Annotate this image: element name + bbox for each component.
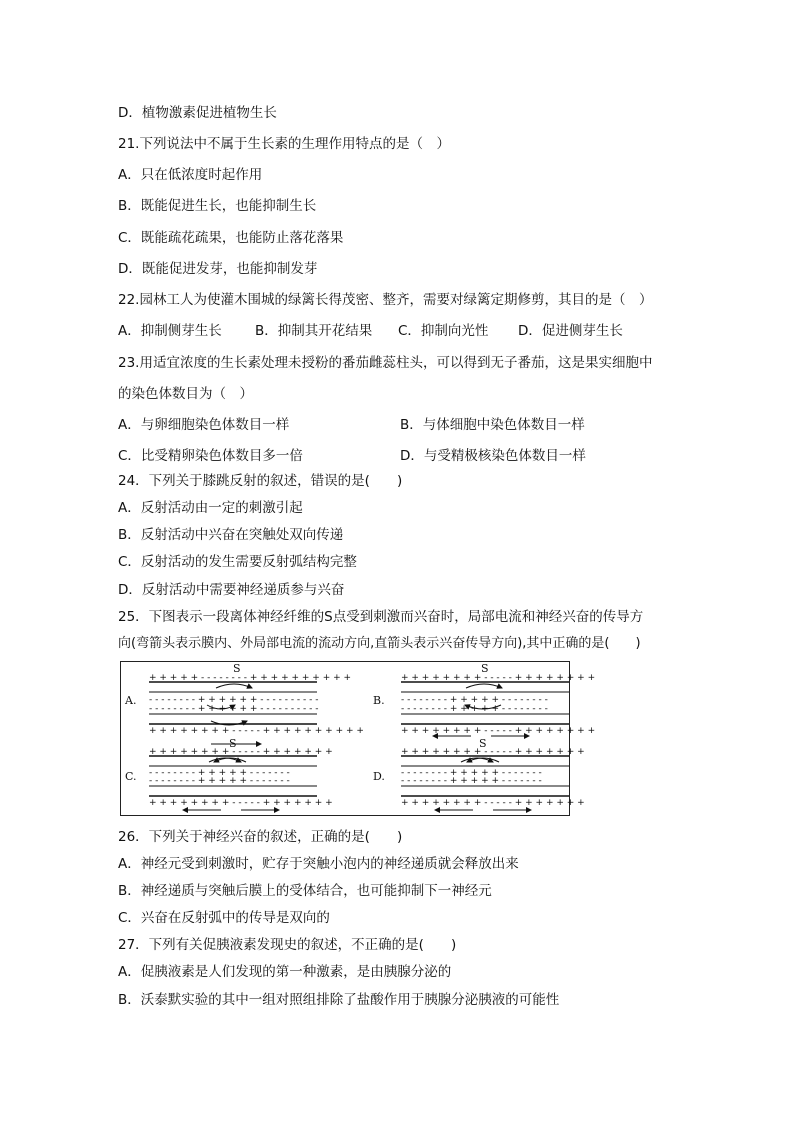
- q22-option-d: D．促进侧芽生长: [518, 323, 623, 339]
- panel-d: [373, 737, 585, 810]
- q24-option-a: A．反射活动由一定的刺激引起: [118, 500, 303, 516]
- q23-option-c: C．比受精卵染色体数目多一倍: [118, 448, 303, 464]
- svg-text:- - - - - - - - + + + + + - -: - - - - - - - - + + + + + - - - - - - -: [401, 768, 542, 778]
- q23-option-b: B．与体细胞中染色体数目一样: [400, 417, 585, 433]
- q26-option-b: B．神经递质与突触后膜上的受体结合，也可能抑制下一神经元: [118, 883, 492, 899]
- panel-b: [373, 662, 595, 736]
- q27-option-a: A．促胰液素是人们发现的第一种激素，是由胰腺分泌的: [118, 964, 452, 980]
- svg-text:+ + + + + + + + - - - - - + +: + + + + + + + + - - - - - + + + + + + + +: [401, 673, 596, 683]
- panel-b-label: B.: [373, 694, 385, 707]
- svg-text:+ + + + + + + + - - - - - + +: + + + + + + + + - - - - - + + + + + + + +: [401, 726, 596, 736]
- panel-a: [124, 662, 364, 744]
- q20-option-d: D．植物激素促进植物生长: [118, 105, 277, 121]
- panel-c: [125, 737, 333, 810]
- q23-option-d: D．与受精极核染色体数目一样: [400, 448, 586, 464]
- svg-text:+ + + + + + + + - - - - - + +: + + + + + + + + - - - - - + + + + + + +: [149, 798, 333, 808]
- q26-option-c: C．兴奋在反射弧中的传导是双向的: [118, 910, 330, 926]
- svg-text:+ + + + + + + + - - - - - + +: + + + + + + + + - - - - - + + + + + + +: [401, 747, 585, 757]
- question-26: 26．下列关于神经兴奋的叙述，正确的是( ): [118, 829, 403, 845]
- nerve-fiber-diagram: [121, 662, 596, 817]
- q22-option-c: C．抑制向光性: [398, 323, 489, 339]
- svg-text:+ + + + + + + + - - - - - + +: + + + + + + + + - - - - - + + + + + + + + + +: [149, 726, 364, 736]
- svg-text:- - - - - - - - + + + + + - -: - - - - - - - - + + + + + - - - - - - - -: [401, 695, 548, 705]
- q21-option-a: A．只在低浓度时起作用: [118, 167, 263, 183]
- svg-text:- - - - - - - - + + + + + + -: - - - - - - - - + + + + + + - - - - - - - - - -: [149, 695, 319, 705]
- question-22: 22.园林工人为使灌木围城的绿篱长得茂密、整齐，需要对绿篱定期修剪，其目的是（ ）: [118, 292, 653, 308]
- svg-text:+ + + + + + + + - - - - - + +: + + + + + + + + - - - - - + + + + + + +: [149, 747, 333, 757]
- svg-text:+ + + + + + + + - - - - - + +: + + + + + + + + - - - - - + + + + + + +: [401, 798, 585, 808]
- svg-text:+ + + + + - - - - - - - - + +: + + + + + - - - - - - - - + + + + + + + + + +: [149, 673, 352, 683]
- svg-text:- - - - - - - - + + + + + + -: - - - - - - - - + + + + + + - - - - - - - - - -: [149, 704, 319, 714]
- q26-option-a: A．神经元受到刺激时，贮存于突触小泡内的神经递质就会释放出来: [118, 856, 519, 872]
- q21-option-d: D．既能促进发芽，也能抑制发芽: [118, 261, 318, 277]
- question-23: 23.用适宜浓度的生长素处理未授粉的番茄雌蕊柱头，可以得到无子番茄，这是果实细胞中: [118, 355, 653, 371]
- q22-option-a: A．抑制侧芽生长: [118, 323, 222, 339]
- question-25-cont: 向(弯箭头表示膜内、外局部电流的流动方向,直箭头表示兴奋传导方向),其中正确的是( ): [118, 636, 641, 651]
- svg-text:- - - - - - - - + + + + + - -: - - - - - - - - + + + + + - - - - - - -: [149, 768, 290, 778]
- q24-option-b: B．反射活动中兴奋在突触处双向传递: [118, 527, 344, 543]
- panel-d-s: S: [479, 737, 487, 750]
- question-21: 21.下列说法中不属于生长素的生理作用特点的是（ ）: [118, 136, 450, 152]
- q21-option-b: B．既能促进生长，也能抑制生长: [118, 198, 317, 214]
- nerve-fiber-figure: [120, 661, 596, 816]
- svg-text:- - - - - - - - + + + + + - -: - - - - - - - - + + + + + - - - - - - -: [401, 776, 542, 786]
- panel-c-label: C.: [125, 770, 137, 783]
- q23-option-a: A．与卵细胞染色体数目一样: [118, 417, 290, 433]
- panel-d-label: D.: [373, 770, 385, 783]
- q21-option-c: C．既能疏花疏果，也能防止落花落果: [118, 230, 344, 246]
- q24-option-d: D．反射活动中需要神经递质参与兴奋: [118, 582, 345, 598]
- svg-text:- - - - - - - - + + + + + - -: - - - - - - - - + + + + + - - - - - - -: [149, 776, 290, 786]
- panel-b-s: S: [481, 662, 489, 675]
- question-25: 25．下图表示一段离体神经纤维的S点受到刺激而兴奋时，局部电流和神经兴奋的传导方: [118, 609, 644, 625]
- q27-option-b: B．沃泰默实验的其中一组对照组排除了盐酸作用于胰腺分泌胰液的可能性: [118, 992, 560, 1008]
- panel-a-label: A.: [125, 694, 137, 707]
- q22-option-b: B．抑制其开花结果: [255, 323, 373, 339]
- panel-a-s: S: [233, 662, 241, 675]
- question-27: 27．下列有关促胰液素发现史的叙述，不正确的是( ): [118, 937, 457, 953]
- panel-c-s: S: [229, 737, 237, 750]
- question-24: 24．下列关于膝跳反射的叙述，错误的是( ): [118, 473, 403, 489]
- q24-option-c: C．反射活动的发生需要反射弧结构完整: [118, 554, 357, 570]
- question-23-cont: 的染色体数目为（ ）: [118, 386, 253, 402]
- svg-text:- - - - - - - - + + + + + - -: - - - - - - - - + + + + + - - - - - - - -: [401, 704, 548, 714]
